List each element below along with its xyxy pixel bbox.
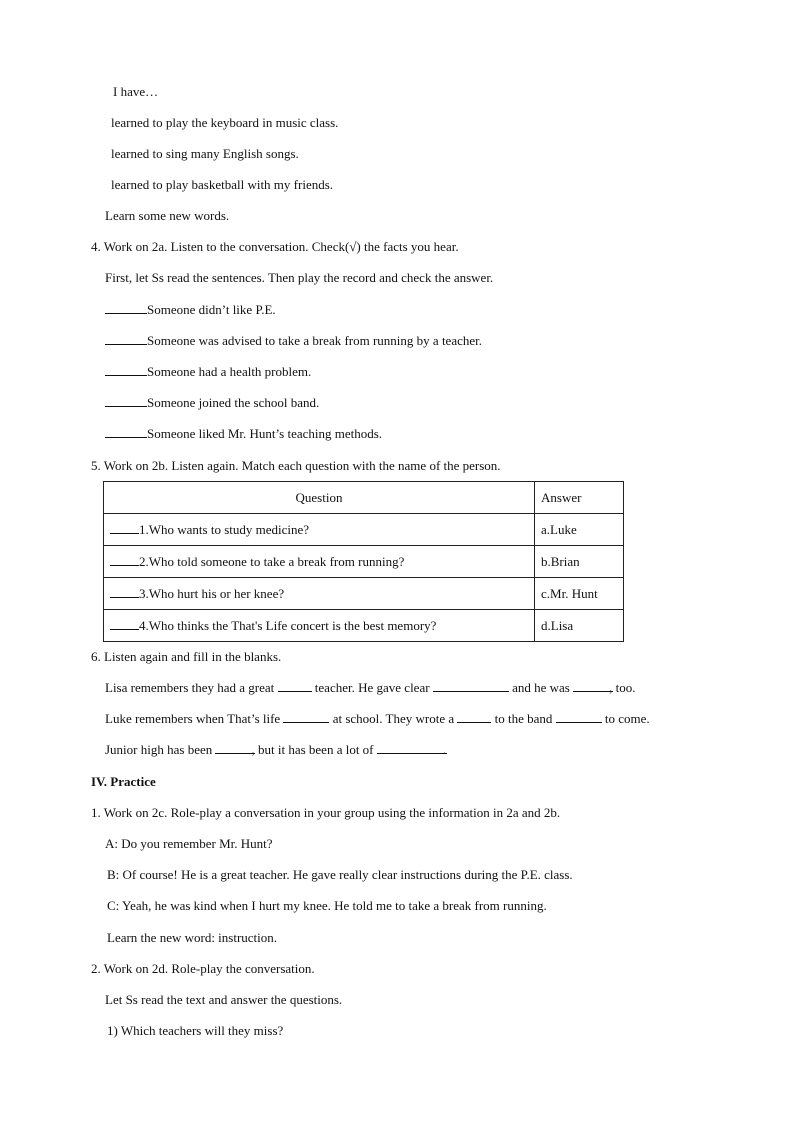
- practice-question: 1) Which teachers will they miss?: [107, 1023, 284, 1038]
- fill-blank[interactable]: [377, 742, 447, 754]
- question-cell: [104, 514, 535, 546]
- step6-heading: 6. Listen again and fill in the blanks.: [91, 649, 282, 664]
- column-header-answer: Answer: [535, 482, 624, 514]
- question-cell: [104, 546, 535, 578]
- step4-instruction: First, let Ss read the sentences. Then play the record and check the answer.: [105, 270, 494, 285]
- fill-blank[interactable]: [433, 680, 509, 692]
- check-blank[interactable]: [105, 364, 147, 376]
- answer-cell: d.Lisa: [535, 610, 624, 642]
- question-text: 2.Who told someone to take a break from running?: [139, 553, 405, 569]
- fill-text: to come.: [604, 711, 650, 726]
- fact-text: Someone joined the school band.: [147, 395, 320, 410]
- fill-blank[interactable]: [457, 711, 491, 723]
- question-cell: [104, 578, 535, 610]
- answer-cell: c.Mr. Hunt: [535, 578, 624, 610]
- question-text: 3.Who hurt his or her knee?: [139, 585, 285, 601]
- intro-item: learned to play the keyboard in music class.: [111, 115, 339, 130]
- question-text: 1.Who wants to study medicine?: [139, 521, 310, 537]
- step4-heading: 4. Work on 2a. Listen to the conversation. Check(√) the facts you hear.: [91, 239, 459, 254]
- table-row: [104, 546, 624, 578]
- fill-text: , too.: [609, 680, 636, 695]
- answer-blank[interactable]: [110, 586, 139, 598]
- fact-text: Someone had a health problem.: [147, 364, 312, 379]
- fill-line: [105, 742, 446, 758]
- answer-cell: b.Brian: [535, 546, 624, 578]
- intro-learn: Learn some new words.: [105, 208, 230, 223]
- check-blank[interactable]: [105, 302, 147, 314]
- dialog-line: C: Yeah, he was kind when I hurt my knee. He told me to take a break from running.: [107, 898, 547, 913]
- answer-blank[interactable]: [110, 522, 139, 534]
- fact-item: [105, 364, 311, 380]
- fill-line: [105, 680, 635, 696]
- fact-text: Someone didn’t like P.E.: [147, 302, 276, 317]
- fill-blank[interactable]: [278, 680, 312, 692]
- fact-text: Someone was advised to take a break from running by a teacher.: [147, 333, 482, 348]
- fill-blank[interactable]: [556, 711, 602, 723]
- answer-cell: a.Luke: [535, 514, 624, 546]
- fact-item: [105, 333, 482, 349]
- fill-text: , but it has been a lot of: [251, 742, 374, 757]
- fill-text: and he was: [512, 680, 570, 695]
- intro-have: I have…: [113, 84, 159, 99]
- fill-text: at school. They wrote a: [332, 711, 455, 726]
- intro-item: learned to play basketball with my friends.: [111, 177, 334, 192]
- fill-text: Lisa remembers they had a great: [105, 680, 275, 695]
- fill-blank[interactable]: [573, 680, 613, 692]
- step5-heading: 5. Work on 2b. Listen again. Match each question with the name of the person.: [91, 458, 501, 473]
- dialog-line: A: Do you remember Mr. Hunt?: [105, 836, 273, 851]
- fact-item: [105, 395, 319, 411]
- fact-item: [105, 426, 382, 442]
- fill-blank[interactable]: [283, 711, 329, 723]
- dialog-line: B: Of course! He is a great teacher. He gave really clear instructions during the P.E. class.: [107, 867, 573, 882]
- fact-text: Someone liked Mr. Hunt’s teaching methods.: [147, 426, 383, 441]
- check-blank[interactable]: [105, 395, 147, 407]
- question-text: 4.Who thinks the That's Life concert is the best memory?: [139, 617, 437, 633]
- column-header-question: Question: [104, 482, 535, 514]
- practice-item2-instruction: Let Ss read the text and answer the questions.: [105, 992, 343, 1007]
- table-row: [104, 610, 624, 642]
- table-row: [104, 578, 624, 610]
- practice-learn: Learn the new word: instruction.: [107, 930, 278, 945]
- fill-text: Junior high has been: [105, 742, 213, 757]
- check-blank[interactable]: [105, 333, 147, 345]
- practice-heading: IV. Practice: [91, 774, 156, 789]
- check-blank[interactable]: [105, 426, 147, 438]
- fill-text: teacher. He gave clear: [314, 680, 430, 695]
- match-table: [103, 481, 624, 642]
- practice-item1-heading: 1. Work on 2c. Role-play a conversation in your group using the information in 2a and 2b.: [91, 805, 561, 820]
- question-cell: [104, 610, 535, 642]
- fill-text: to the band: [494, 711, 553, 726]
- intro-item: learned to sing many English songs.: [111, 146, 299, 161]
- fill-line: [105, 711, 650, 727]
- fill-text: Luke remembers when That’s life: [105, 711, 281, 726]
- answer-blank[interactable]: [110, 618, 139, 630]
- fact-item: [105, 302, 276, 318]
- table-row: [104, 514, 624, 546]
- fill-blank[interactable]: [215, 742, 255, 754]
- answer-blank[interactable]: [110, 554, 139, 566]
- table-header-row: [104, 482, 624, 514]
- fill-text: .: [442, 742, 447, 757]
- practice-item2-heading: 2. Work on 2d. Role-play the conversation.: [91, 961, 315, 976]
